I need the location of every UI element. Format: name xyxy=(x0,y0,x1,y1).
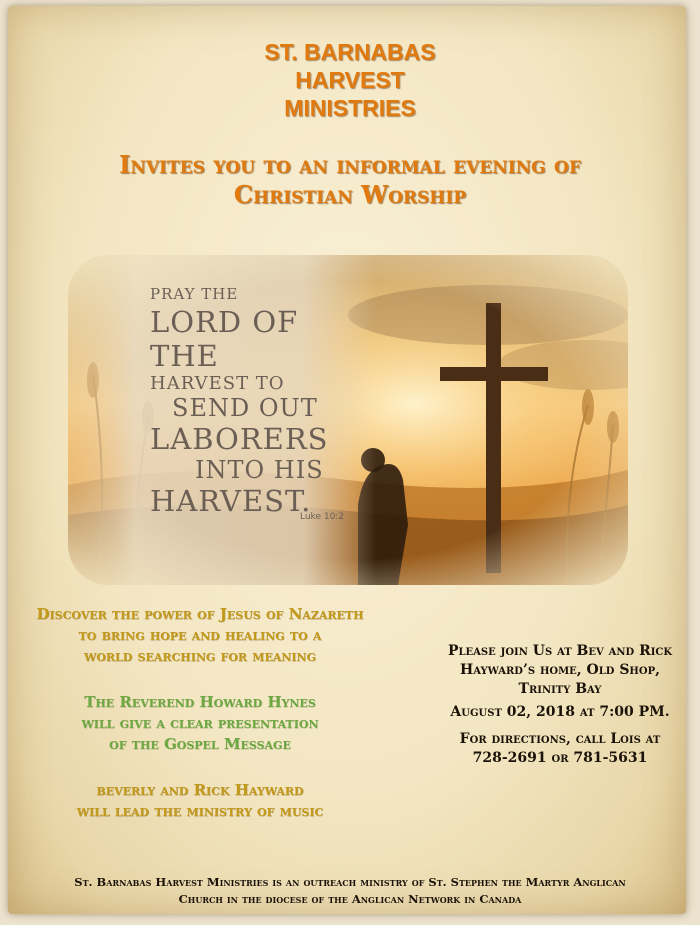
music-line2: will lead the ministry of music xyxy=(76,802,324,820)
music-line1: beverly and Rick Hayward xyxy=(96,781,304,799)
reverend-line1: The Reverend Howard Hynes xyxy=(84,693,316,711)
verse-line5: LABORERS xyxy=(150,422,329,456)
verse-line6: INTO HIS xyxy=(195,456,324,484)
discover-line2: to bring hope and healing to a xyxy=(78,626,322,644)
join-line1: Please join Us at Bev and Rick xyxy=(447,643,673,659)
directions-line1: For directions, call Lois at xyxy=(459,731,661,747)
invite-line2: Christian Worship xyxy=(233,180,467,209)
join-line3: Trinity Bay xyxy=(518,681,602,697)
event-date: August 02, 2018 at 7:00 PM. xyxy=(450,704,670,720)
org-title-line2: HARVEST xyxy=(295,67,405,93)
music-message xyxy=(20,780,380,822)
verse-line4: SEND OUT xyxy=(172,394,318,422)
reverend-line2: will give a clear presentation xyxy=(81,714,319,732)
verse-line7: HARVEST. xyxy=(150,484,312,518)
verse-line3: HARVEST TO xyxy=(150,373,285,394)
verse-line2: LORD OF THE xyxy=(150,305,299,373)
footer-line1: St. Barnabas Harvest Ministries is an outreach ministry of St. Stephen the Martyr Anglican xyxy=(74,875,626,889)
invite-heading xyxy=(0,150,700,210)
join-line2: Hayward’s home, Old Shop, xyxy=(460,662,660,678)
scripture-verse xyxy=(150,285,360,518)
discover-line3: world searching for meaning xyxy=(83,647,317,665)
reverend-line3: of the Gospel Message xyxy=(109,735,291,753)
event-location xyxy=(425,642,695,699)
verse-line1: PRAY THE xyxy=(150,285,239,303)
verse-reference: Luke 10:2 xyxy=(300,512,345,522)
discover-line1: Discover the power of Jesus of Nazareth xyxy=(36,605,364,623)
footer-note xyxy=(20,874,680,908)
org-title-line3: MINISTRIES xyxy=(284,95,416,121)
reverend-message xyxy=(20,692,380,755)
org-title xyxy=(0,38,700,122)
footer-line2: Church in the diocese of the Anglican Network in Canada xyxy=(178,892,522,906)
directions-line2: 728-2691 or 781-5631 xyxy=(472,750,648,766)
discover-message xyxy=(20,604,380,667)
org-title-line1: ST. BARNABAS xyxy=(264,39,436,65)
invite-line1: Invites you to an informal evening of xyxy=(119,150,581,179)
event-directions xyxy=(425,730,695,768)
